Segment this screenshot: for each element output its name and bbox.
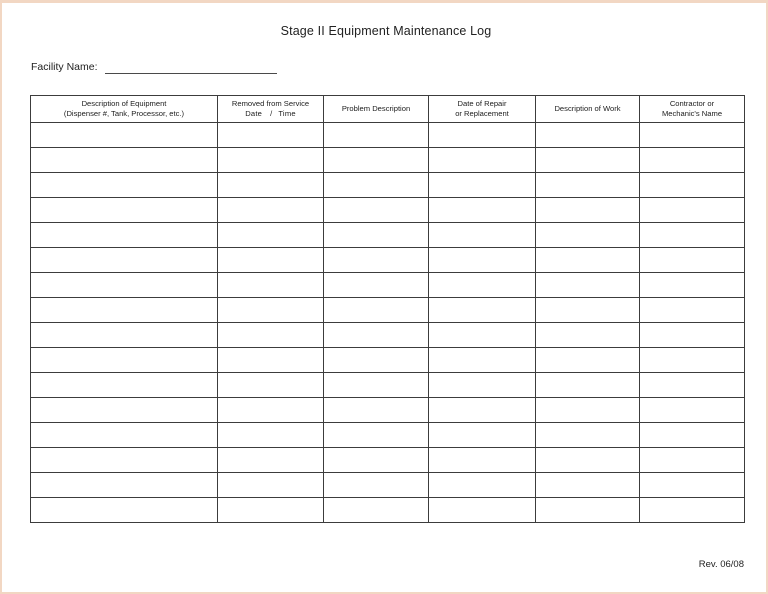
- table-cell[interactable]: [218, 323, 324, 348]
- table-row: [31, 398, 745, 423]
- table-body: [31, 123, 745, 523]
- table-cell[interactable]: [640, 498, 745, 523]
- table-cell[interactable]: [536, 423, 640, 448]
- table-cell[interactable]: [31, 423, 218, 448]
- revision-label: Rev. 06/08: [698, 559, 744, 570]
- table-cell[interactable]: [429, 298, 536, 323]
- table-cell[interactable]: [429, 448, 536, 473]
- table-cell[interactable]: [31, 273, 218, 298]
- table-row: [31, 298, 745, 323]
- column-header-line-1: Description of Equipment: [81, 98, 167, 108]
- column-header-line-1: Contractor or: [669, 98, 715, 108]
- column-header-problem-description: [324, 96, 429, 123]
- table-row: [31, 498, 745, 523]
- table-cell[interactable]: [218, 498, 324, 523]
- table-cell[interactable]: [536, 223, 640, 248]
- table-cell[interactable]: [536, 498, 640, 523]
- table-cell[interactable]: [324, 173, 429, 198]
- table-cell[interactable]: [536, 473, 640, 498]
- column-header-line-2: or Replacement: [455, 109, 509, 118]
- table-cell[interactable]: [536, 298, 640, 323]
- table-cell[interactable]: [429, 498, 536, 523]
- table-row: [31, 148, 745, 173]
- table-cell[interactable]: [218, 148, 324, 173]
- column-header-removed-from-service: [218, 96, 324, 123]
- table-cell[interactable]: [640, 448, 745, 473]
- table-cell[interactable]: [640, 198, 745, 223]
- subheader-separator: /: [270, 109, 273, 118]
- table-cell[interactable]: [324, 298, 429, 323]
- column-header-description-of-equipment: [31, 96, 218, 123]
- table-cell[interactable]: [324, 123, 429, 148]
- table-cell[interactable]: [429, 248, 536, 273]
- table-cell[interactable]: [324, 373, 429, 398]
- table-cell[interactable]: [640, 173, 745, 198]
- table-cell[interactable]: [324, 148, 429, 173]
- column-header-subfields: [220, 109, 321, 120]
- table-cell[interactable]: [536, 373, 640, 398]
- table-cell[interactable]: [324, 498, 429, 523]
- table-row: [31, 173, 745, 198]
- table-cell[interactable]: [31, 373, 218, 398]
- table-cell[interactable]: [324, 398, 429, 423]
- table-cell[interactable]: [218, 448, 324, 473]
- table-cell[interactable]: [536, 398, 640, 423]
- facility-name-field-group: [31, 61, 277, 74]
- table-cell[interactable]: [640, 323, 745, 348]
- table-cell[interactable]: [429, 148, 536, 173]
- table-row: [31, 123, 745, 148]
- column-header-line-2: Mechanic's Name: [661, 109, 723, 118]
- table-cell[interactable]: [429, 473, 536, 498]
- table-cell[interactable]: [31, 123, 218, 148]
- table-header: [31, 96, 745, 123]
- table-row: [31, 448, 745, 473]
- table-row: [31, 273, 745, 298]
- table-cell[interactable]: [640, 248, 745, 273]
- column-header-line-2: (Dispenser #, Tank, Processor, etc.): [63, 109, 185, 118]
- table-cell[interactable]: [429, 173, 536, 198]
- maintenance-log-table: [30, 95, 745, 523]
- table-cell[interactable]: [31, 198, 218, 223]
- table-cell[interactable]: [640, 223, 745, 248]
- table-cell[interactable]: [218, 273, 324, 298]
- table-cell[interactable]: [218, 223, 324, 248]
- table-cell[interactable]: [429, 348, 536, 373]
- table-cell[interactable]: [218, 123, 324, 148]
- table-cell[interactable]: [324, 248, 429, 273]
- table-cell[interactable]: [218, 298, 324, 323]
- table-header-row: [31, 96, 745, 123]
- table-cell[interactable]: [536, 448, 640, 473]
- table-row: [31, 473, 745, 498]
- column-header-contractor-or-mechanic: [640, 96, 745, 123]
- table-cell[interactable]: [31, 298, 218, 323]
- table-row: [31, 348, 745, 373]
- table-cell[interactable]: [31, 348, 218, 373]
- table-cell[interactable]: [324, 323, 429, 348]
- table-cell[interactable]: [640, 373, 745, 398]
- table-cell[interactable]: [218, 373, 324, 398]
- table-cell[interactable]: [536, 273, 640, 298]
- table-cell[interactable]: [429, 223, 536, 248]
- table-cell[interactable]: [536, 173, 640, 198]
- table-cell[interactable]: [324, 473, 429, 498]
- column-header-line-1: Problem Description: [341, 103, 411, 113]
- table-cell[interactable]: [640, 148, 745, 173]
- table-cell[interactable]: [536, 248, 640, 273]
- table-cell[interactable]: [429, 423, 536, 448]
- table-cell[interactable]: [536, 323, 640, 348]
- table-row: [31, 373, 745, 398]
- table-row: [31, 323, 745, 348]
- table-cell[interactable]: [324, 423, 429, 448]
- table-cell[interactable]: [218, 473, 324, 498]
- table-cell[interactable]: [640, 423, 745, 448]
- column-header-description-of-work: [536, 96, 640, 123]
- table-cell[interactable]: [218, 248, 324, 273]
- table-row: [31, 223, 745, 248]
- table-cell[interactable]: [324, 273, 429, 298]
- column-header-line-1: Description of Work: [554, 103, 621, 113]
- table-cell[interactable]: [536, 123, 640, 148]
- table-cell[interactable]: [31, 498, 218, 523]
- table-cell[interactable]: [218, 423, 324, 448]
- column-header-date-of-repair: [429, 96, 536, 123]
- facility-name-label: Facility Name:: [31, 61, 98, 73]
- table-cell[interactable]: [218, 348, 324, 373]
- table-cell[interactable]: [429, 273, 536, 298]
- table-row: [31, 248, 745, 273]
- table-cell[interactable]: [640, 298, 745, 323]
- table-cell[interactable]: [31, 398, 218, 423]
- table-cell[interactable]: [31, 173, 218, 198]
- subheader-time: Time: [278, 109, 296, 118]
- table-cell[interactable]: [429, 323, 536, 348]
- table-row: [31, 423, 745, 448]
- table-cell[interactable]: [31, 148, 218, 173]
- table-cell[interactable]: [31, 223, 218, 248]
- table-cell[interactable]: [640, 398, 745, 423]
- table-cell[interactable]: [324, 223, 429, 248]
- table-cell[interactable]: [218, 198, 324, 223]
- table-cell[interactable]: [324, 448, 429, 473]
- table-cell[interactable]: [31, 323, 218, 348]
- table-cell[interactable]: [324, 198, 429, 223]
- table-cell[interactable]: [218, 173, 324, 198]
- table-cell[interactable]: [324, 348, 429, 373]
- facility-name-input[interactable]: [105, 62, 277, 74]
- table-row: [31, 198, 745, 223]
- table-cell[interactable]: [429, 373, 536, 398]
- column-header-line-1: Date of Repair: [457, 98, 507, 108]
- table-cell[interactable]: [429, 123, 536, 148]
- column-header-line-1: Removed from Service: [231, 98, 310, 108]
- table-cell[interactable]: [429, 398, 536, 423]
- table-cell[interactable]: [536, 198, 640, 223]
- table-cell[interactable]: [218, 398, 324, 423]
- table-cell[interactable]: [640, 473, 745, 498]
- table-cell[interactable]: [536, 348, 640, 373]
- table-cell[interactable]: [429, 198, 536, 223]
- table-cell[interactable]: [640, 273, 745, 298]
- page-title: Stage II Equipment Maintenance Log: [280, 24, 492, 38]
- table-cell[interactable]: [640, 348, 745, 373]
- table-cell[interactable]: [31, 248, 218, 273]
- subheader-date: Date: [245, 109, 263, 118]
- table-cell[interactable]: [536, 148, 640, 173]
- table-cell[interactable]: [31, 448, 218, 473]
- table-cell[interactable]: [31, 473, 218, 498]
- table-cell[interactable]: [640, 123, 745, 148]
